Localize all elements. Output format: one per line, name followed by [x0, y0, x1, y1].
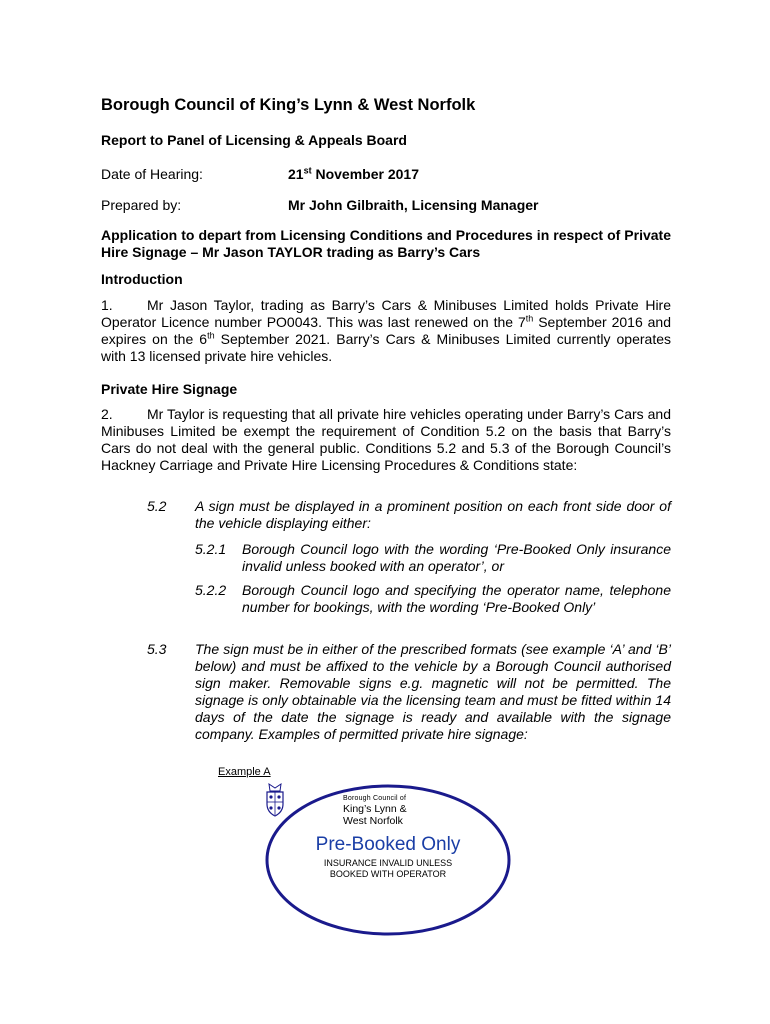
condition-5-2-1-number: 5.2.1: [195, 541, 227, 557]
condition-5-2-1-text: Borough Council logo with the wording ‘Pre-Booked Only insurance invalid unless booked with an operator’, or: [242, 541, 671, 574]
insurance-notice: INSURANCE INVALID UNLESS BOOKED WITH OPERATOR: [323, 858, 453, 879]
application-title: Application to depart from Licensing Conditions and Procedures in respect of Private Hire Signage – Mr Jason TAYLOR trading as Barry’s Cars: [101, 227, 671, 260]
introduction-paragraph: 1. Mr Jason Taylor, trading as Barry’s Cars & Minibuses Limited holds Private Hire Operator Licence number PO0043. This was last renewed on the 7th September 2016 and expires on the 6th September 2021. Barry’s Cars & Minibuses Limited currently operates with 13 licensed private hire vehicles.: [101, 297, 672, 364]
hearing-label: Date of Hearing:: [101, 166, 203, 182]
condition-5-3-text: The sign must be in either of the prescribed formats (see example ‘A’ and ‘B’ below) and must be affixed to the vehicle by a Borough Council authorised sign maker. Removable signs e.g. magnetic will not be permitted. The signage is only obtainable via the licensing team and must be fitted within 14 days of the date the signage is ready and available with the signage company. Examples of permitted private hire signage:: [195, 641, 671, 742]
condition-5-2-2-number: 5.2.2: [195, 582, 227, 598]
example-sign: [264, 782, 512, 938]
prepared-by: Mr John Gilbraith, Licensing Manager: [288, 197, 539, 213]
document-title: Borough Council of King’s Lynn & West Norfolk: [101, 96, 476, 114]
condition-5-2-2-text: Borough Council logo and specifying the operator name, telephone number for bookings, with the wording ‘Pre-Booked Only’: [242, 582, 671, 615]
condition-5-2-text: A sign must be displayed in a prominent position on each front side door of the vehicle displaying either:: [195, 498, 671, 531]
condition-5-3-number: 5.3: [147, 641, 167, 657]
condition-5-2-number: 5.2: [147, 498, 167, 514]
hearing-date: 21st November 2017: [288, 165, 419, 182]
pre-booked-only-text: Pre-Booked Only: [315, 834, 461, 855]
example-a-label: Example A: [218, 766, 271, 778]
signage-paragraph: 2. Mr Taylor is requesting that all private hire vehicles operating under Barry’s Cars and Minibuses Limited be exempt the requirement of Condition 5.2 on the basis that Barry’s Cars do not deal with the general public. Conditions 5.2 and 5.3 of the Borough Council’s Hackney Carriage and Private Hire Licensing Procedures & Conditions state:: [101, 406, 671, 473]
council-crest-icon: [264, 782, 286, 818]
council-logo-text: Borough Council of King’s Lynn & West Norfolk: [343, 795, 407, 827]
introduction-heading: Introduction: [101, 271, 183, 287]
report-subtitle: Report to Panel of Licensing & Appeals Board: [101, 132, 407, 148]
prepared-label: Prepared by:: [101, 197, 182, 213]
signage-heading: Private Hire Signage: [101, 381, 238, 397]
